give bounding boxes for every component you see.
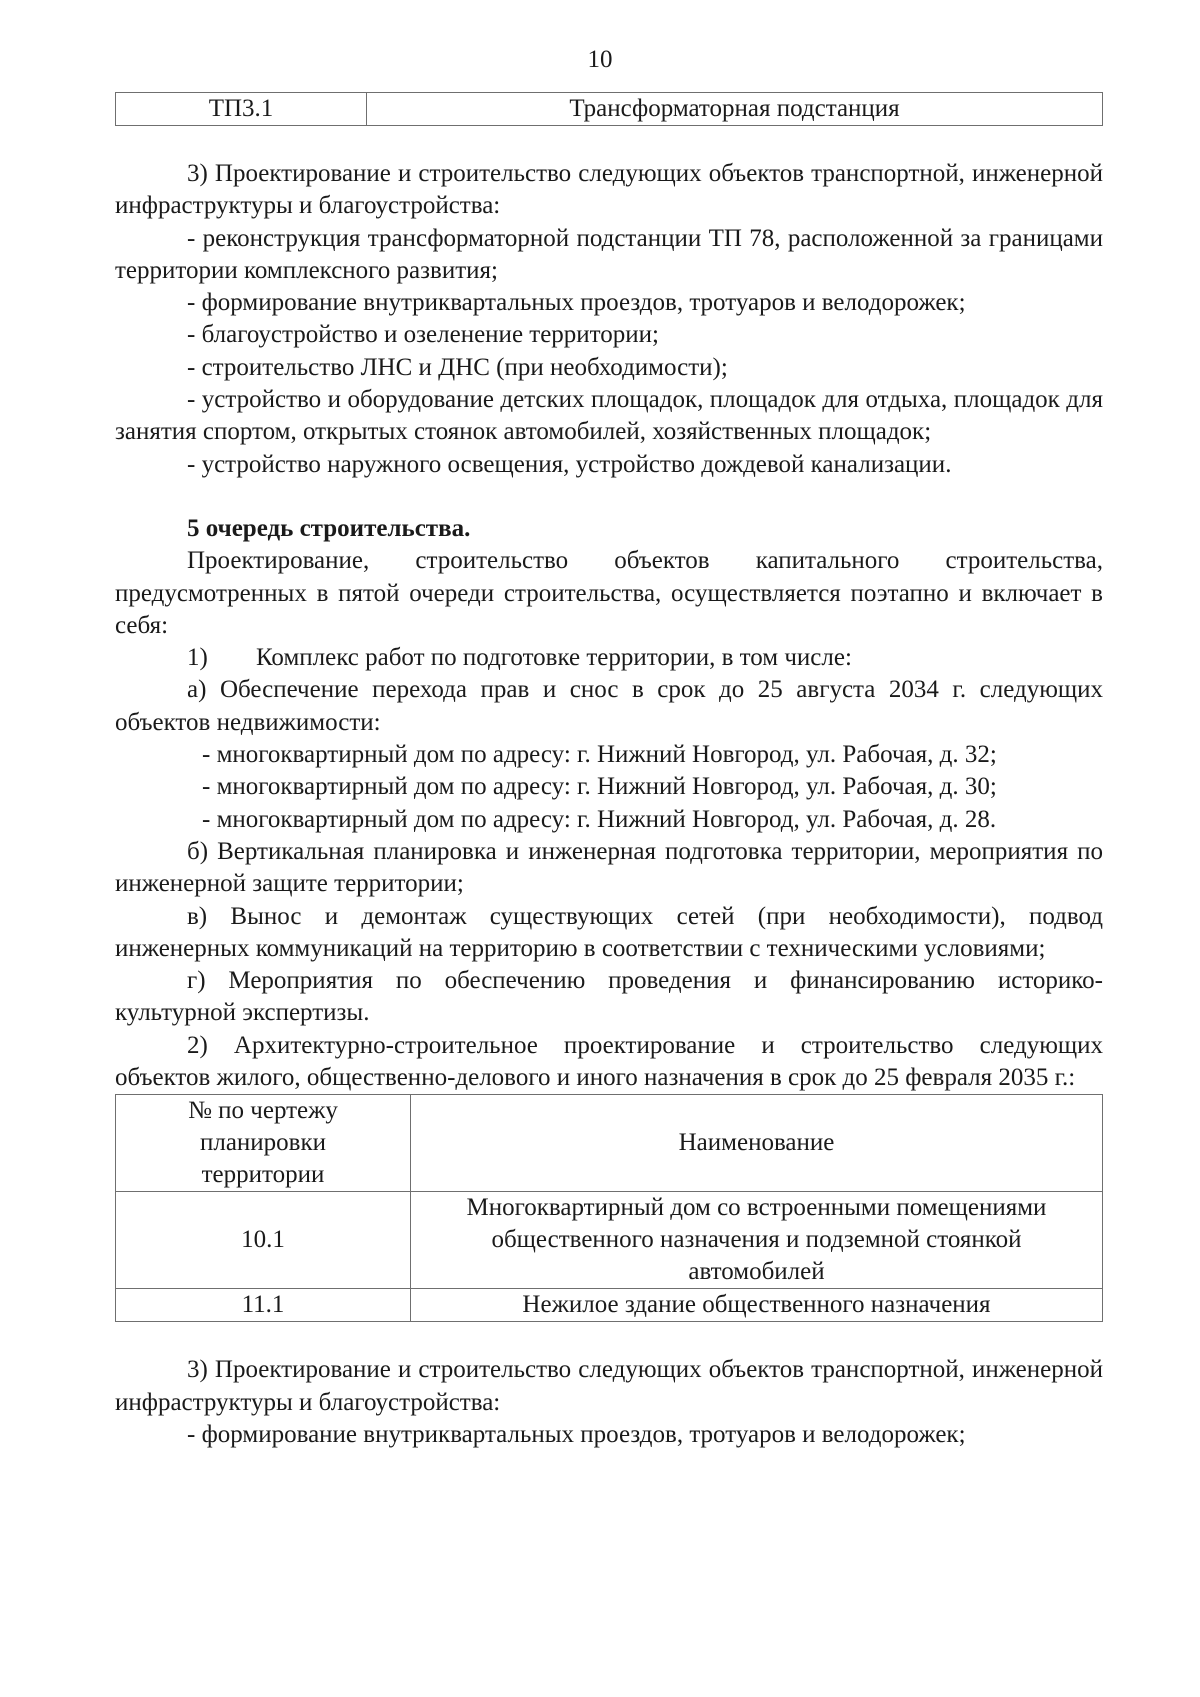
stage-intro: Проектирование, строительство объектов капитального строительства, предусмотренных в пятой очереди строительства, осуществляется поэтапно и включает в себя: [115,547,1103,639]
object-name: Нежилое здание общественного назначения [411,1289,1103,1322]
section-a-intro: 3) Проектирование и строительство следующих объектов транспортной, инженерной инфраструктуры и благоустройства: [115,160,1103,220]
list-item: - формирование внутриквартальных проездов, тротуаров и велодорожек; [187,289,966,317]
stage-heading: 5 очередь строительства. [187,514,471,542]
header-number: № по чертежу планировки территории [116,1095,411,1192]
list-item: - строительство ЛНС и ДНС (при необходимости); [187,353,728,381]
item-2: 2) Архитектурно-строительное проектирование и строительство следующих объектов жилого, общественно-делового и иного назначения в срок до 25 февраля 2035 г.: [115,1031,1103,1092]
address-item: - многоквартирный дом по адресу: г. Нижний Новгород, ул. Рабочая, д. 28. [202,805,997,833]
table-row [116,1289,1103,1322]
table-row [116,1192,1103,1289]
list-item: - устройство наружного освещения, устройство дождевой канализации. [187,450,952,478]
object-number: 10.1 [116,1192,411,1289]
sub-item-g: г) Мероприятия по обеспечению проведения и финансированию историко-культурной экспертизы. [115,967,1103,1027]
item-number: 1) [187,644,208,672]
list-item: - реконструкция трансформаторной подстанции ТП 78, расположенной за границами территории комплексного развития; [115,224,1103,284]
table-header-row [116,1095,1103,1192]
sub-item-v: в) Вынос и демонтаж существующих сетей (при необходимости), подвод инженерных коммуникаций на территорию в соответствии с техническими условиями; [115,902,1103,962]
object-name: Многоквартирный дом со встроенными помещениями общественного назначения и подземной стоянкой автомобилей [411,1192,1103,1289]
numbered-item [115,642,1103,674]
object-number: 11.1 [116,1289,411,1322]
address-item: - многоквартирный дом по адресу: г. Нижний Новгород, ул. Рабочая, д. 32; [202,741,997,769]
object-code: ТП3.1 [116,93,367,126]
item-text: Комплекс работ по подготовке территории, в том числе: [256,644,852,672]
sub-item-a: а) Обеспечение перехода прав и снос в срок до 25 августа 2034 г. следующих объектов недвижимости: [115,676,1103,736]
section-b-intro: 3) Проектирование и строительство следующих объектов транспортной, инженерной инфраструктуры и благоустройства: [115,1356,1103,1416]
substation-table [115,92,1103,126]
address-item: - многоквартирный дом по адресу: г. Нижний Новгород, ул. Рабочая, д. 30; [202,773,997,801]
document-body [115,92,1103,1451]
header-name: Наименование [411,1095,1103,1192]
object-name: Трансформаторная подстанция [367,93,1103,126]
page-number: 10 [587,46,613,73]
list-item: - благоустройство и озеленение территории; [187,321,659,349]
list-item: - формирование внутриквартальных проездов, тротуаров и велодорожек; [187,1420,966,1448]
objects-table [115,1094,1103,1322]
sub-item-b: б) Вертикальная планировка и инженерная подготовка территории, мероприятия по инженерной защите территории; [115,837,1103,898]
table-row [116,93,1103,126]
list-item: - устройство и оборудование детских площадок, площадок для отдыха, площадок для занятия спортом, открытых стоянок автомобилей, хозяйственных площадок; [115,386,1103,446]
